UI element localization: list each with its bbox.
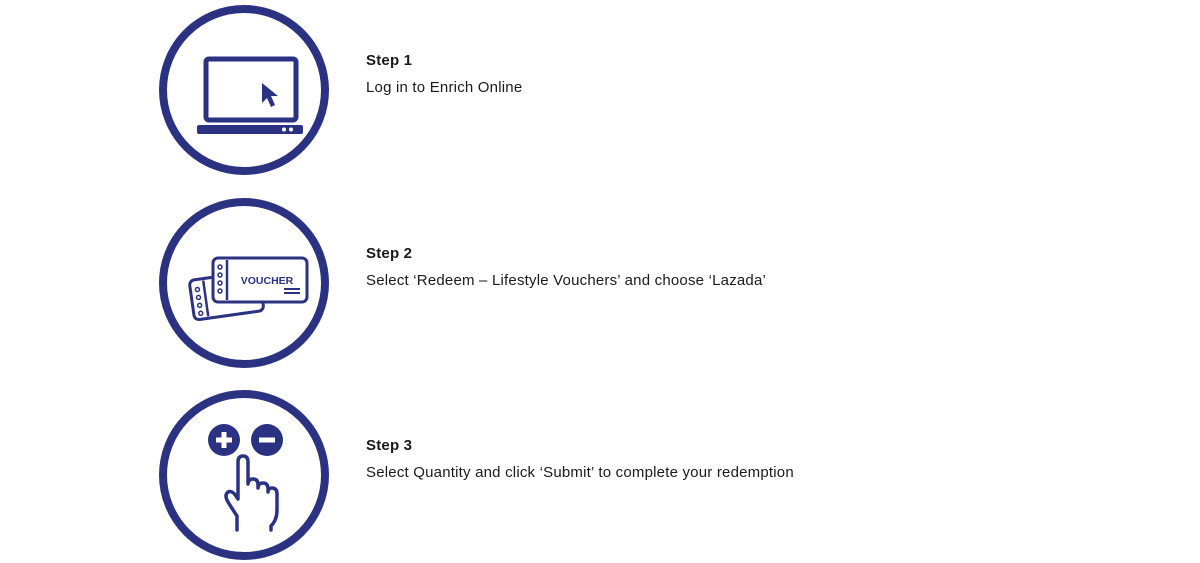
step-3-description: Select Quantity and click ‘Submit’ to complete your redemption	[366, 464, 794, 481]
step-2-description: Select ‘Redeem – Lifestyle Vouchers’ and choose ‘Lazada’	[366, 272, 767, 289]
step-1-title: Step 1	[366, 52, 413, 69]
step-1-description: Log in to Enrich Online	[366, 79, 523, 96]
voucher-icon-text: VOUCHER	[240, 275, 294, 287]
step-3-title: Step 3	[366, 437, 413, 454]
laptop-cursor-icon	[167, 13, 321, 167]
step-2-title: Step 2	[366, 245, 413, 262]
step-2-icon-circle	[159, 198, 329, 368]
step-1-icon-circle	[159, 5, 329, 175]
step-2-text	[366, 244, 766, 291]
step-3-text	[366, 436, 794, 483]
step-3-icon-circle	[159, 390, 329, 560]
plus-minus-hand-icon	[167, 398, 321, 552]
step-1-text	[366, 51, 522, 98]
voucher-icon	[167, 206, 321, 360]
